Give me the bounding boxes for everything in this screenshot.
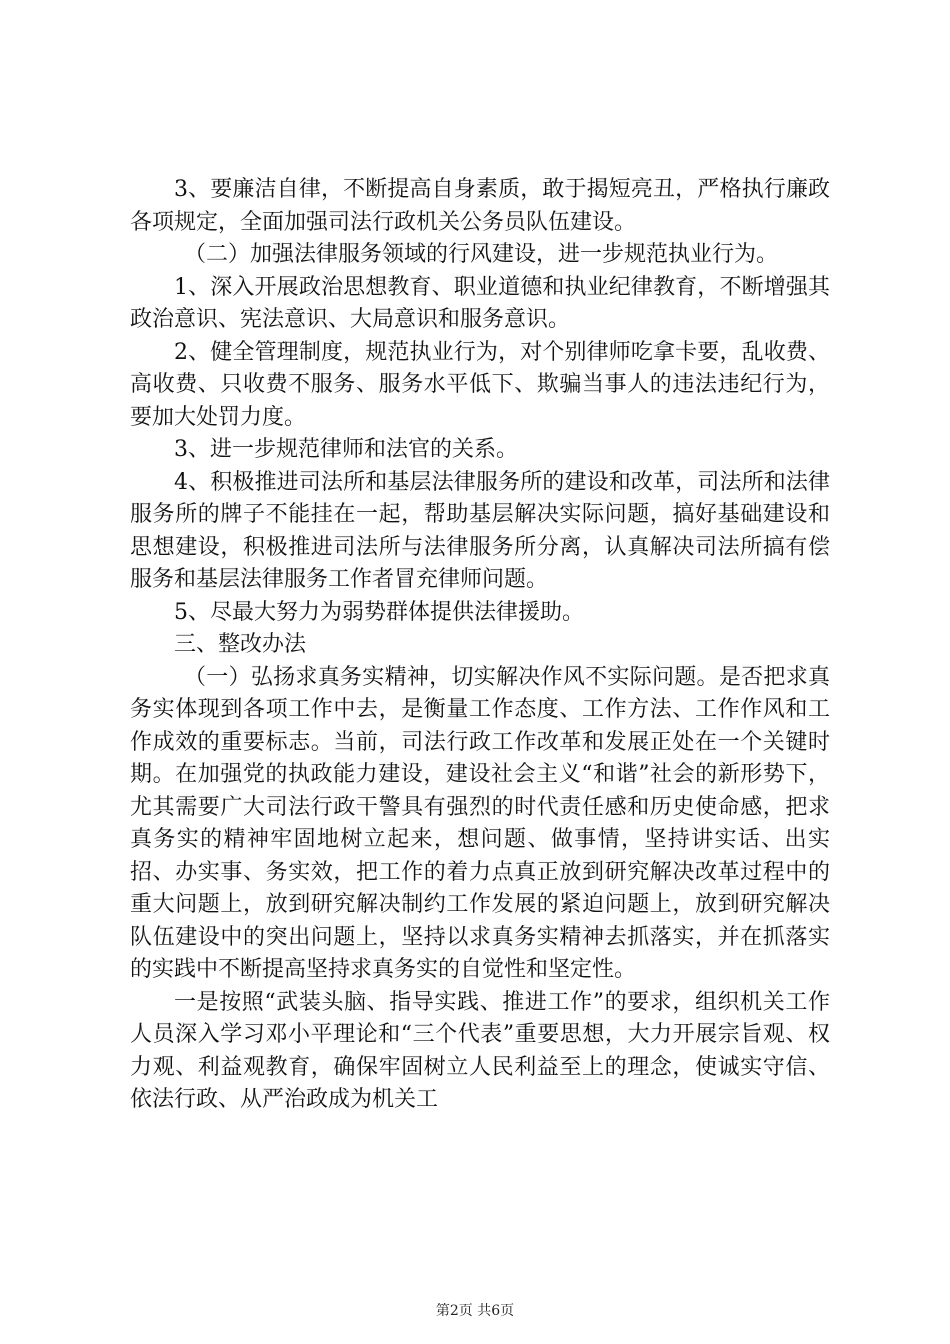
paragraph-study-theory: 一是按照“武装头脑、指导实践、推进工作”的要求，组织机关工作人员深入学习邓小平理论和“三个代表”重要思想，大力开展宗旨观、权力观、利益观教育，确保牢固树立人民利益至上的理念，使诚实守信、依法行政、从严治政成为机关工	[130, 989, 830, 1112]
document-body	[130, 174, 830, 1117]
section-heading-rectification-methods: 三、整改办法	[174, 632, 307, 657]
paragraph-pragmatic-spirit: （一）弘扬求真务实精神，切实解决作风不实际问题。是否把求真务实体现到各项工作中去，是衡量工作态度、工作方法、工作作风和工作成效的重要标志。当前，司法行政工作改革和发展正处在一个关键时期。在加强党的执政能力建设，建设社会主义“和谐”社会的新形势下，尤其需要广大司法行政干警具有强烈的时代责任感和历史使命感，把求真务实的精神牢固地树立起来，想问题、做事情，坚持讲实话、出实招、办实事、务实效，把工作的着力点真正放到研究解决改革过程中的重大问题上，放到研究解决制约工作发展的紧迫问题上，放到研究解决队伍建设中的突出问题上，坚持以求真务实精神去抓落实，并在抓落实的实践中不断提高坚持求真务实的自觉性和坚定性。	[130, 664, 830, 982]
paragraph-lawyer-judge-relation: 3、进一步规范律师和法官的关系。	[174, 437, 518, 462]
section-heading-legal-service-conduct: （二）加强法律服务领域的行风建设，进一步规范执业行为。	[184, 242, 779, 267]
paragraph-political-education: 1、深入开展政治思想教育、职业道德和执业纪律教育，不断增强其政治意识、宪法意识、大局意识和服务意识。	[130, 274, 830, 332]
paragraph-integrity-discipline: 3、要廉洁自律，不断提高自身素质，敢于揭短亮丑，严格执行廉政各项规定，全面加强司法行政机关公务员队伍建设。	[130, 177, 830, 235]
paragraph-management-system: 2、健全管理制度，规范执业行为，对个别律师吃拿卡要，乱收费、高收费、只收费不服务、服务水平低下、欺骗当事人的违法违纪行为，要加大处罚力度。	[130, 339, 830, 430]
paragraph-legal-aid: 5、尽最大努力为弱势群体提供法律援助。	[174, 599, 584, 625]
paragraph-judicial-office-reform: 4、积极推进司法所和基层法律服务所的建设和改革，司法所和法律服务所的牌子不能挂在一起，帮助基层解决实际问题，搞好基础建设和思想建设，积极推进司法所与法律服务所分离，认真解决司法所搞有偿服务和基层法律服务工作者冒充律师问题。	[130, 469, 830, 592]
page-number-footer: 第2页 共6页	[435, 1303, 515, 1319]
